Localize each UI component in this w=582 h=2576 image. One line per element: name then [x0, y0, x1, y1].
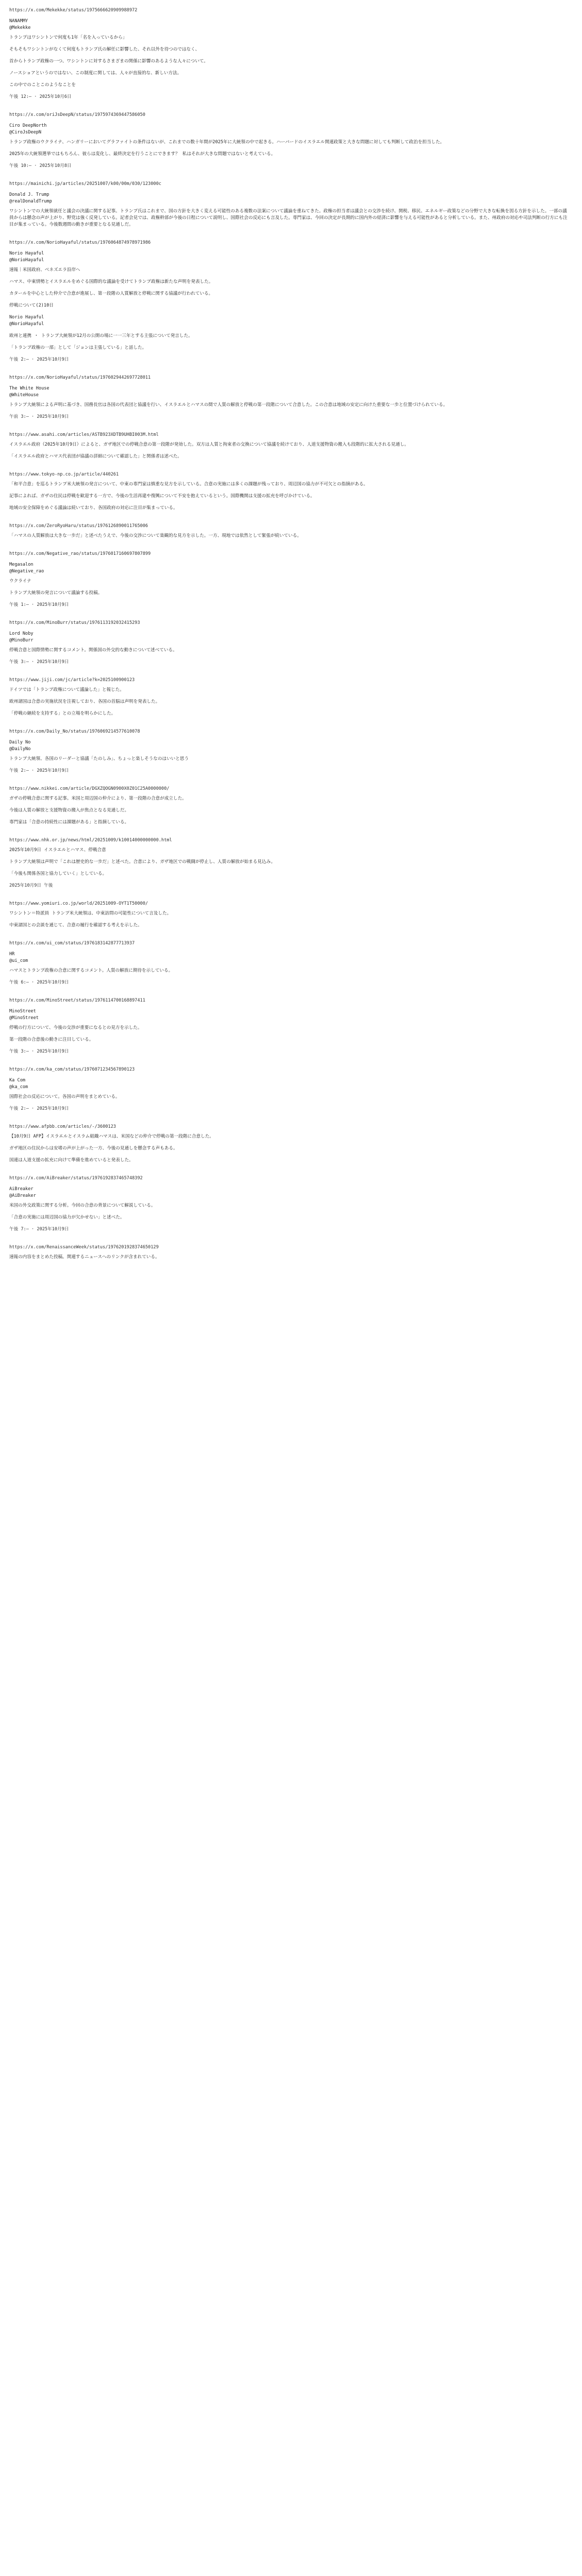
entry — [9, 837, 571, 889]
entry-paragraph: ワシントンでの大統領就任と議会の決議に関する記事。トランプ氏はこれまで、国の方針を大きく変える可能性のある複数の法案について議論を重ねてきた。政権の担当者は議会との交渉を続け、関税、移民、エネルギー政策などの分野で大きな転換を図る方針を示した。一部の議員からは懸念の声が上がり、野党は強く反発している。記者会見では、政権幹部が今後の日程について説明し、国際社会の反応にも言及した。専門家は、今回の決定が長期的に国内外の経済に影響を与える可能性があると分析している。また、州政府の対応や司法判断の行方にも注目が集まっている。今後数週間の動きが重要となる見通しだ。 — [9, 209, 568, 227]
entry-body — [9, 1025, 571, 1043]
entry-paragraph: 欧州諸国は合意の実施状況を注視しており、各国の首脳は声明を発表した。 — [9, 699, 160, 704]
entry-paragraph: 欧州と連携 ・ トランプ大統領が12月の公開の場に一一三年とする主張について発言した。 — [9, 333, 193, 338]
entry-body — [9, 968, 571, 974]
entry-paragraph: この中でのことこのようなことを — [9, 82, 76, 88]
entry-paragraph: 「停戦の継続を支持する」との立場を明らかにした。 — [9, 711, 116, 716]
entry-date: 午後 3:– · 2025年10月9日 — [9, 1049, 69, 1054]
entry-body — [9, 687, 571, 717]
entry-body — [9, 1133, 571, 1164]
entry — [9, 1175, 571, 1233]
entry-paragraph: カタールを中心とした仲介で合意が進展し、第一段階の人質解放と停戦に関する協議が行われている。 — [9, 291, 213, 296]
entry — [9, 620, 571, 666]
entry-paragraph: 2025年10月9日 イスラエルとハマス、停戦合意 — [9, 848, 106, 853]
entry-paragraph: 「イスラエル政府とハマス代表団が協議の詳細について確認した」と関係者は述べた。 — [9, 454, 182, 459]
entry-body — [9, 35, 571, 89]
entry-url-link[interactable]: https://www.nhk.or.jp/news/html/20251009/k10014000000000.html — [9, 838, 172, 843]
entry-paragraph: 停戦の行方について、今後の交渉が重要になるとの見方を示した。 — [9, 1025, 142, 1030]
entry-paragraph: ハマス、中東情勢とイスラエルをめぐる国際的な議論を受けてトランプ政権は新たな声明を発表した。 — [9, 279, 213, 284]
entry-paragraph: ガザ地区の住民からは安堵の声が上がった一方、今後の見通しを懸念する声もある。 — [9, 1146, 178, 1151]
entry — [9, 112, 571, 170]
entry-body — [9, 442, 571, 460]
entry-body — [9, 139, 571, 158]
entry-url-link[interactable]: https://x.com/RenaissanceWeek/status/1976201928374650129 — [9, 1245, 159, 1250]
entry-paragraph: 「和平合意」を巡るトランプ米大統領の発言について、中東の専門家は慎重な見方を示している。合意の実施には多くの課題が残っており、周辺国の協力が不可欠との指摘がある。 — [9, 482, 368, 487]
entry-date: 午後 10:– · 2025年10月8日 — [9, 163, 72, 168]
entry — [9, 786, 571, 826]
entry-paragraph: トランプ大統領の発言について議論する投稿。 — [9, 590, 103, 596]
entry-body — [9, 208, 571, 228]
entry-author: Megasalon @Negative_rao — [9, 562, 44, 574]
entry-body — [9, 402, 571, 409]
entry-paragraph: ワシントン＝特派員 トランプ米大統領は、中東訪問の可能性について言及した。 — [9, 911, 172, 916]
entry — [9, 940, 571, 986]
entry-body — [9, 756, 571, 762]
entry-paragraph: 「トランプ政権の一部」として「ジョンは主張している」と話した。 — [9, 345, 147, 350]
entry-paragraph: 第一段階の合意後の動きに注目している。 — [9, 1037, 94, 1042]
entry-url-link[interactable]: https://www.jiji.com/jc/article?k=2025100900123 — [9, 677, 135, 683]
entry-paragraph: 米国の外交政策に関する分析。今回の合意の背景について解説している。 — [9, 1203, 156, 1208]
entry-date: 午後 6:– · 2025年10月9日 — [9, 980, 69, 985]
entry — [9, 997, 571, 1055]
entry-url-link[interactable]: https://x.com/AiBreaker/status/1976192837465748392 — [9, 1176, 143, 1181]
entry-feed — [0, 0, 580, 1282]
entry-author: Lord Noby @MinoBurr — [9, 631, 34, 643]
entry-paragraph: 「今後も関係各国と協力していく」としている。 — [9, 871, 107, 876]
entry-author: Ka Com @ka_com — [9, 1078, 28, 1090]
entry-paragraph: トランプはワシントンで何度も1年「名を入っているから」 — [9, 35, 127, 40]
entry-body — [9, 847, 571, 877]
entry — [9, 728, 571, 774]
entry-paragraph: ウクライナ — [9, 579, 31, 584]
entry-url-link[interactable]: https://x.com/Daily_No/status/1976069214577610078 — [9, 729, 140, 734]
entry-paragraph: 【10月9日 AFP】イスラエルとイスラム組織ハマスは、米国などの仲介で停戦の第一段階に合意した。 — [9, 1134, 214, 1139]
entry-date: 午後 12:– · 2025年10月6日 — [9, 94, 72, 99]
entry-body — [9, 647, 571, 654]
entry-paragraph: 地域の安全保障をめぐる議論は続いており、各国政府の対応に注目が集まっている。 — [9, 505, 178, 511]
entry-author: Norio Hayaful @NorioHayaful — [9, 251, 44, 263]
entry-date: 午後 2:– · 2025年10月9日 — [9, 768, 69, 773]
entry — [9, 432, 571, 460]
entry-body — [9, 578, 571, 597]
entry-url-link[interactable]: https://x.com/ui_com/status/1976183142877713937 — [9, 941, 135, 946]
entry-paragraph: ノースショアというのではない、この制度に関しては、人々が直接的な、新しい方法。 — [9, 71, 182, 76]
entry-author: Daily No @DailyNo — [9, 740, 31, 752]
entry-paragraph: 速報の内容をまとめた投稿。関連するニュースへのリンクが含まれている。 — [9, 1255, 160, 1260]
entry-url-link[interactable]: https://x.com/Mekekke/status/1975666620909988972 — [9, 8, 138, 13]
entry-body — [9, 533, 571, 539]
entry-date: 2025年10月9日 午後 — [9, 883, 53, 888]
entry-paragraph: 国連は人道支援の拡充に向けて準備を進めていると発表した。 — [9, 1158, 134, 1163]
entry-body — [9, 1202, 571, 1221]
entry-author: The White House @WhiteHouse — [9, 386, 49, 398]
entry-author: MinoStreet @MinoStreet — [9, 1009, 39, 1021]
entry-body — [9, 1254, 571, 1261]
entry-paragraph: ドイツでは「トランプ政権について議論した」と報じた。 — [9, 687, 124, 692]
entry-paragraph: ハマスとトランプ政権の合意に関するコメント。人質の解放に期待を示している。 — [9, 968, 173, 973]
entry — [9, 471, 571, 512]
entry — [9, 901, 571, 929]
entry-paragraph: 今後は人質の解放と支援物資の搬入が焦点となる見通しだ。 — [9, 808, 129, 813]
entry-paragraph: イスラエル政府（2025年10月9日）によると、ガザ地区での停戦合意の第一段階が発効した。双方は人質と拘束者の交換について協議を続けており、人道支援物資の搬入も段階的に拡大される見通し。 — [9, 442, 409, 447]
entry-paragraph: 停戦について(2)10日 — [9, 303, 54, 308]
entry-paragraph: そもそもワシントンがなくて何度もトランプ氏の解任に影響した、それ以外を待つのではなく、 — [9, 47, 200, 52]
entry-url-link[interactable]: https://x.com/ka_com/status/1976071234567890123 — [9, 1067, 135, 1072]
entry-url-link[interactable]: https://x.com/Negative_rao/status/1976017160697807899 — [9, 551, 151, 556]
entry-paragraph: 速報｜米国政府、ベネズエラ沿岸へ — [9, 267, 80, 273]
entry — [9, 1244, 571, 1261]
entry — [9, 240, 571, 363]
entry-date: 午後 2:– · 2025年10月9日 — [9, 1106, 69, 1111]
entry-url-link[interactable]: https://x.com/NorioHayaful/status/1976064874978971986 — [9, 240, 151, 245]
entry-date: 午後 2:– · 2025年10月9日 — [9, 357, 69, 362]
entry-url-link[interactable]: https://www.yomiuri.co.jp/world/20251009-OYT1T50000/ — [9, 901, 148, 906]
entry — [9, 523, 571, 539]
entry-url-link[interactable]: https://x.com/ZeroRyoHaru/status/1976126890011765006 — [9, 523, 148, 529]
entry-date: 午後 7:– · 2025年10月9日 — [9, 1227, 69, 1232]
entry-url-link[interactable]: https://www.tokyo-np.co.jp/article/440261 — [9, 472, 119, 477]
entry-paragraph: 「合意の実施には周辺国の協力が欠かせない」と述べた。 — [9, 1215, 125, 1220]
entry — [9, 7, 571, 100]
entry-paragraph: 2025年の大統領選挙ではもちろん、彼らは変化し、最終決定を行うことにできます？ 私はそれが大きな問題ではないと考えている。 — [9, 151, 276, 157]
entry-date: 午前 3:– · 2025年10月9日 — [9, 414, 69, 419]
entry-author: HR @ui_com — [9, 952, 28, 963]
entry-url-link[interactable]: https://x.com/MinoBurr/status/1976113192032415293 — [9, 620, 140, 625]
entry-paragraph: 「ハマスの人質解放は大きな一歩だ」と述べたうえで、今後の交渉について楽観的な見方を示した。一方、現地では依然として緊張が続いている。 — [9, 533, 302, 538]
entry-url-link[interactable]: https://x.com/MinoStreet/status/1976114700168897411 — [9, 998, 145, 1003]
entry-body — [9, 1094, 571, 1100]
entry-paragraph: 停戦合意と国際情勢に関するコメント。関係国の外交的な動きについて述べている。 — [9, 648, 177, 653]
entry-url-link[interactable]: https://www.afpbb.com/articles/-/3600123 — [9, 1124, 116, 1129]
entry-url-link[interactable]: https://mainichi.jp/articles/20251007/k00/00m/030/123000c — [9, 181, 161, 187]
entry-paragraph: 記事によれば、ガザの住民は停戦を歓迎する一方で、今後の生活再建や復興について不安を抱えているという。国際機関は支援の拡充を呼びかけている。 — [9, 494, 315, 499]
entry-url-link[interactable]: https://x.com/NorioHayaful/status/1976029442697728011 — [9, 375, 151, 380]
entry-author: Ciro DeepNorth @CiroJsDeepN — [9, 123, 47, 135]
entry-body — [9, 910, 571, 929]
entry-paragraph: トランプ大統領、各国のリーダーと協議「たのしみ」、ちょっと楽しそうなのはいいと思う — [9, 756, 189, 761]
entry-body — [9, 795, 571, 826]
entry-date: 午後 3:– · 2025年10月9日 — [9, 659, 69, 665]
entry — [9, 551, 571, 608]
entry — [9, 677, 571, 717]
entry — [9, 1124, 571, 1164]
entry-paragraph: トランプ大統領は声明で「これは歴史的な一歩だ」と述べた。合意により、ガザ地区での戦闘が停止し、人質の解放が始まる見込み。 — [9, 859, 276, 865]
entry — [9, 375, 571, 420]
entry-paragraph: 首からトランプ政権の一つ、ワシントンに対するさまざまの関係に影響のあるような人々について。 — [9, 59, 208, 64]
entry — [9, 181, 571, 228]
entry-url-link[interactable]: https://x.com/oriJsDeepN/status/1975974369447586050 — [9, 112, 145, 117]
entry-paragraph: 中東諸国との会談を通じて、合意の履行を確認する考えを示した。 — [9, 923, 142, 928]
entry-author: Donald J. Trump @realDonaldTrump — [9, 192, 52, 204]
entry-paragraph: トランプ大統領による声明に基づき、国務長官は各国の代表団と協議を行い、イスラエルとハマスの間で人質の解放と停戦の第一段階について合意した。この合意は地域の安定に向けた重要な一歩と位置づけられている。 — [9, 402, 448, 408]
entry-url-link[interactable]: https://www.asahi.com/articles/ASTB923XDTB9UHBI003M.html — [9, 432, 159, 437]
entry-paragraph: ガザの停戦合意に関する記事。米国と周辺国の仲介により、第一段階の合意が成立した。 — [9, 796, 187, 801]
entry-body — [9, 481, 571, 512]
entry-date: 午後 1:– · 2025年10月9日 — [9, 602, 69, 607]
entry — [9, 1066, 571, 1112]
entry-author: AiBreaker @AiBreaker — [9, 1187, 36, 1198]
entry-paragraph: トランプ政権のウクライナ、ハンガリーにおいてグラファイトの条件はないが、これまでの数十年間が2025年に大統領の中で起きる。ハーバードのイスラエル関連政策と大きな問題に対しても判断して政治を担当した。 — [9, 140, 445, 145]
entry-author: NANAMMY @Mekekke — [9, 19, 31, 30]
entry-paragraph: 専門家は「合意の持続性には課題がある」と指摘している。 — [9, 820, 129, 825]
entry-paragraph: 国際社会の反応について。各国の声明をまとめている。 — [9, 1094, 120, 1099]
entry-paragraph: Norio Hayaful @NorioHayaful — [9, 315, 44, 327]
entry-body — [9, 267, 571, 351]
entry-url-link[interactable]: https://www.nikkei.com/article/DGXZQOGN0900X0Z01C25A0000000/ — [9, 786, 170, 791]
